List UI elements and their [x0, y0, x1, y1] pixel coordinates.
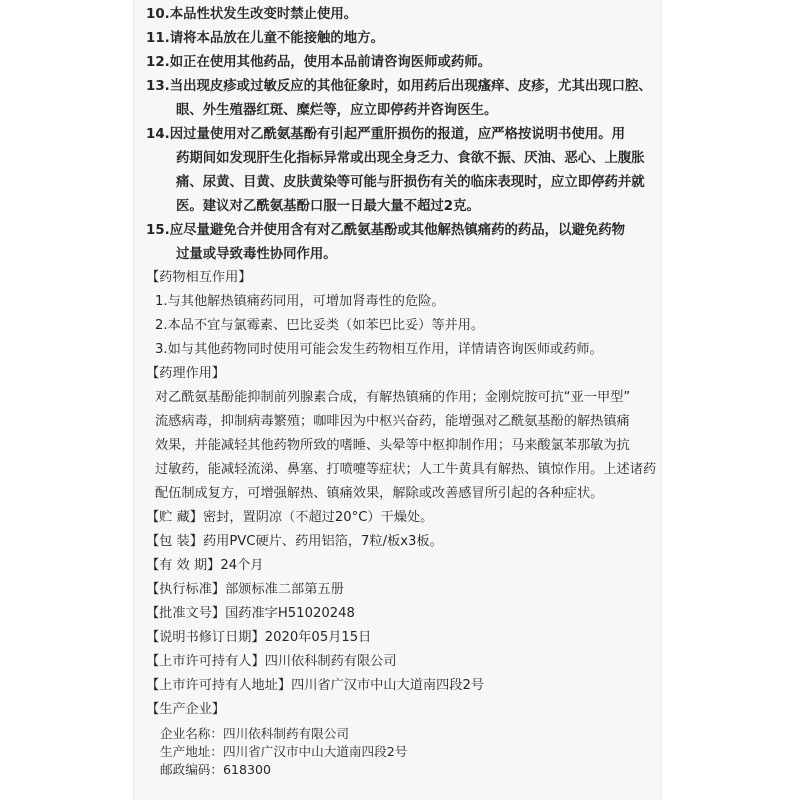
package-row	[146, 533, 443, 551]
validity-row	[146, 557, 263, 575]
interactions-header: 【药物相互作用】	[146, 270, 252, 285]
standard-value: 部颁标准二部第五册	[225, 582, 344, 597]
warning-10: 10.本品性状发生改变时禁止使用。	[146, 7, 358, 22]
warning-15-line-2: 过量或导致毒性协同作用。	[176, 247, 337, 262]
storage-row	[146, 509, 433, 527]
package-label: 【包 装】	[146, 534, 203, 549]
warning-14-line-4: 医。建议对乙酰氨基酚口服一日最大量不超过2克。	[176, 199, 480, 214]
warning-15-line-1: 15.应尽量避免合并使用含有对乙酰氨基酚或其他解热镇痛药的药品，以避免药物	[146, 223, 625, 238]
pharmacology-header: 【药理作用】	[146, 366, 226, 381]
warning-14-line-2: 药期间如发现肝生化指标异常或出现全身乏力、食欲不振、厌油、恶心、上腹胀	[176, 151, 645, 166]
mah-label: 【上市许可持有人】	[146, 654, 265, 669]
warning-12: 12.如正在使用其他药品，使用本品前请咨询医师或药师。	[146, 55, 492, 70]
pharmacology-line-3: 效果，并能减轻其他药物所致的嗜睡、头晕等中枢抑制作用；马来酸氯苯那敏为抗	[155, 438, 630, 453]
interaction-item-1: 1.与其他解热镇痛药同用，可增加肾毒性的危险。	[155, 294, 445, 309]
pharmacology-line-2: 流感病毒，抑制病毒繁殖；咖啡因为中枢兴奋药，能增强对乙酰氨基酚的解热镇痛	[155, 414, 630, 429]
revision-value: 2020年05月15日	[264, 630, 372, 645]
approval-row	[146, 605, 355, 623]
interaction-item-3: 3.如与其他药物同时使用可能会发生药物相互作用，详情请咨询医师或药师。	[155, 342, 603, 357]
pharmacology-line-4: 过敏药，能减轻流涕、鼻塞、打喷嚏等症状；人工牛黄具有解热、镇惊作用。上述诸药	[155, 462, 657, 477]
manufacturer-address: 生产地址：四川省广汉市中山大道南四段2号	[160, 744, 408, 759]
mah-address-value: 四川省广汉市中山大道南四段2号	[291, 678, 485, 693]
mah-row	[146, 653, 397, 671]
validity-label: 【有 效 期】	[146, 558, 221, 573]
standard-row	[146, 581, 344, 599]
storage-value: 密封，置阴凉（不超过20°C）干燥处。	[202, 510, 434, 525]
warning-14-line-1: 14.因过量使用对乙酰氨基酚有引起严重肝损伤的报道，应严格按说明书使用。用	[146, 127, 625, 142]
mah-value: 四川依科制药有限公司	[264, 654, 397, 669]
warning-14-line-3: 痛、尿黄、目黄、皮肤黄染等可能与肝损伤有关的临床表现时，应立即停药并就	[176, 175, 645, 190]
approval-value: 国药准字H51020248	[225, 606, 355, 621]
interaction-item-2: 2.本品不宜与氯霉素、巴比妥类（如苯巴比妥）等并用。	[155, 318, 485, 333]
mah-address-row	[146, 677, 484, 695]
revision-row	[146, 629, 371, 647]
validity-value: 24个月	[220, 558, 264, 573]
manufacturer-name: 企业名称：四川依科制药有限公司	[160, 726, 349, 741]
warning-13-line-1: 13.当出现皮疹或过敏反应的其他征象时，如用药后出现瘙痒、皮疹，尤其出现口腔、	[146, 79, 652, 94]
standard-label: 【执行标准】	[146, 582, 226, 597]
pharmacology-line-1: 对乙酰氨基酚能抑制前列腺素合成，有解热镇痛的作用；金刚烷胺可抗“亚一甲型”	[155, 390, 631, 405]
storage-label: 【贮 藏】	[146, 510, 203, 525]
approval-label: 【批准文号】	[146, 606, 226, 621]
mah-address-label: 【上市许可持有人地址】	[146, 678, 292, 693]
pharmacology-line-5: 配伍制成复方，可增强解热、镇痛效果，解除或改善感冒所引起的各种症状。	[155, 486, 604, 501]
warning-13-line-2: 眼、外生殖器红斑、糜烂等，应立即停药并咨询医生。	[176, 103, 498, 118]
warning-11: 11.请将本品放在儿童不能接触的地方。	[146, 31, 384, 46]
manufacturer-postcode: 邮政编码：618300	[160, 762, 272, 777]
revision-label: 【说明书修订日期】	[146, 630, 265, 645]
package-value: 药用PVC硬片、药用铝箔，7粒/板x3板。	[202, 534, 443, 549]
manufacturer-header: 【生产企业】	[146, 702, 226, 717]
